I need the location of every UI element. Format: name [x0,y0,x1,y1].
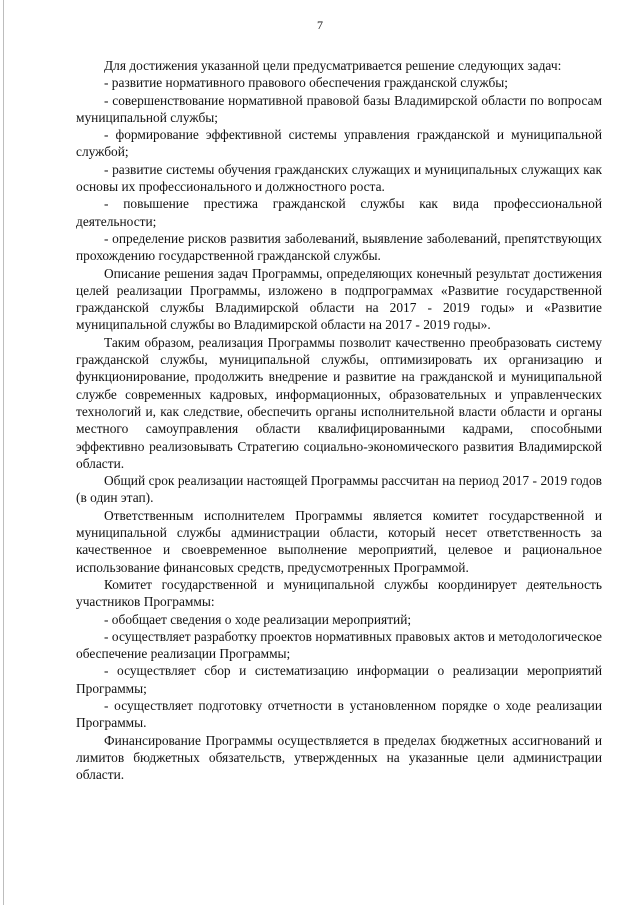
paragraph-committee: Комитет государственной и муниципальной службы координирует деятельность участников Программы: [76,576,602,610]
paragraph-subprograms: Описание решения задач Программы, определяющих конечный результат достижения целей реализации Программы, изложено в подпрограммах «Развитие государственной гражданской службы Владимирской области на 2017 - 2019 годы» и «Развитие муниципальной службы во Владимирской области на 2017 - 2019 годы». [76,265,602,333]
list-item-task: - развитие нормативного правового обеспечения гражданской службы; [104,75,509,91]
list-item-task: - повышение престижа гражданской службы как вида профессиональной деятельности; [76,196,602,229]
paragraph-responsible: Ответственным исполнителем Программы является комитет государственной и муниципальной службы администрации области, который несет ответственность за качественное и своевременное выполнение мероприятий, целевое и рациональное использование финансовых средств, предусмотренных Программой. [76,507,602,575]
paragraph-outcomes: Таким образом, реализация Программы позволит качественно преобразовать систему гражданской службы, муниципальной службы, оптимизировать их организацию и функционирование, продолжить внедрение и развитие на гражданской и муниципальной службе современных кадровых, информационных, образовательных и управленческих технологий и, как следствие, обеспечить органы исполнительной власти области и органы местного самоуправления области квалифицированными кадрами, способными эффективно реализовывать Стратегию социально-экономического развития Владимирской области. [76,334,602,471]
list-item-task: - определение рисков развития заболеваний, выявление заболеваний, препятствующих прохождению государственной гражданской службы. [76,230,602,264]
page-number: 7 [317,18,323,32]
page-edge-line [3,0,4,905]
list-item-duty: - осуществляет подготовку отчетности в установленном порядке о ходе реализации Программы. [76,697,602,731]
list-item-duty: - осуществляет разработку проектов нормативных правовых актов и методологическое обеспечение реализации Программы; [76,628,602,662]
document-body [76,57,602,783]
paragraph-financing: Финансирование Программы осуществляется в пределах бюджетных ассигнований и лимитов бюджетных обязательств, утвержденных на указанные цели администрации области. [76,732,602,783]
paragraph-term: Общий срок реализации настоящей Программы рассчитан на период 2017 - 2019 годов (в один этап). [76,473,602,506]
paragraph-tasks-intro: Для достижения указанной цели предусматривается решение следующих задач: [104,58,562,73]
list-item-duty: - осуществляет сбор и систематизацию информации о реализации мероприятий Программы; [76,663,602,696]
list-item-task: - формирование эффективной системы управления гражданской и муниципальной службой; [76,127,602,160]
list-item-duty: - обобщает сведения о ходе реализации мероприятий; [104,611,412,627]
list-item-task: - развитие системы обучения гражданских служащих и муниципальных служащих как основы их профессионального и должностного роста. [76,161,602,195]
list-item-task: - совершенствование нормативной правовой базы Владимирской области по вопросам муниципальной службы; [76,92,602,125]
